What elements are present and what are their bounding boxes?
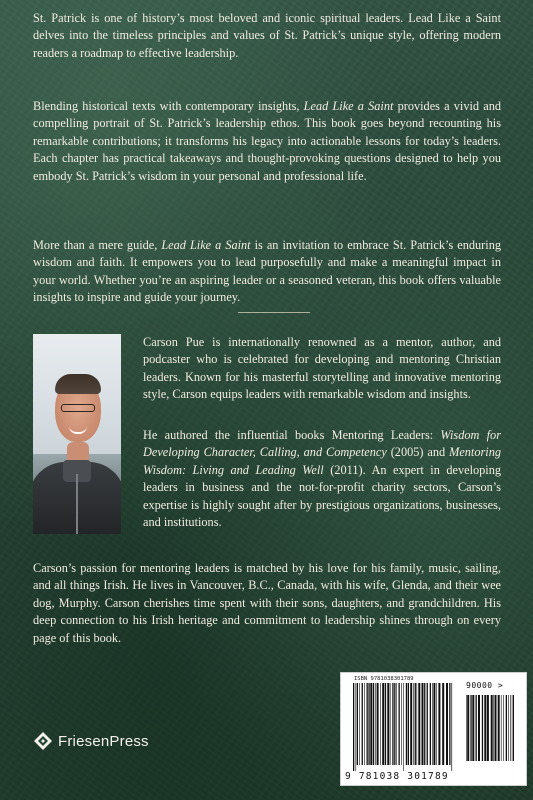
barcode-bar xyxy=(503,695,504,761)
barcode-bar xyxy=(364,683,365,765)
barcode-bar xyxy=(470,695,471,761)
barcode-bar xyxy=(408,683,409,765)
blurb-text: provides a vivid and compelling portrait of St. Patrick’s leadership ethos. This book goes beyond recounting his remarkable contributions; it transforms his legacy into actionable lessons for today’s leaders. Each chapter has practical takeaways and thought-provoking questions designed to help you embody St. Patrick’s wisdom in your personal and professional life. xyxy=(33,99,501,183)
barcode-bar xyxy=(401,683,402,765)
barcode-bar xyxy=(422,683,424,765)
barcode-bar xyxy=(508,695,509,761)
barcode-bar xyxy=(396,683,397,765)
book-title-italic: Lead Like a Saint xyxy=(303,99,394,113)
barcode-bar xyxy=(415,683,416,765)
barcode-bar xyxy=(430,683,431,765)
barcode-bar xyxy=(385,683,386,765)
barcode-bar xyxy=(512,695,513,761)
barcode-bar xyxy=(487,695,489,761)
barcode-bar xyxy=(418,683,420,765)
barcode-bar xyxy=(359,683,360,765)
barcode-bar xyxy=(367,683,368,765)
barcode-bar xyxy=(438,683,440,765)
barcode-bar xyxy=(394,683,395,765)
barcode-bar xyxy=(362,683,363,765)
price-code: 90000 > xyxy=(466,681,504,690)
barcode-bar xyxy=(417,683,418,765)
barcode-bar xyxy=(357,683,358,765)
barcode-bar xyxy=(501,695,502,761)
blurb-text: More than a mere guide, xyxy=(33,238,162,252)
barcode-bar xyxy=(467,695,469,761)
barcode-bar xyxy=(413,683,414,765)
barcode-bar xyxy=(436,683,437,765)
barcode-bar xyxy=(498,695,500,761)
barcode-bar xyxy=(466,695,467,761)
barcode-bar xyxy=(478,695,480,761)
addon-barcode-bars xyxy=(466,695,514,767)
bio-text: (2005) and xyxy=(386,445,450,460)
barcode-bar xyxy=(442,683,444,765)
barcode-bar xyxy=(484,695,486,761)
book-title-italic: Wisdom for Developing Character, Calling, and Competency xyxy=(143,428,501,460)
barcode-bar xyxy=(424,683,425,765)
barcode-bar xyxy=(491,695,493,761)
author-bio-paragraph-2-wrap xyxy=(33,427,501,531)
isbn-digits: 9 781038 301789 xyxy=(345,771,449,782)
section-divider xyxy=(238,312,310,313)
barcode-bar xyxy=(506,695,507,761)
barcode-bar xyxy=(392,683,393,765)
book-title-italic: Mentoring Wisdom: Living and Leading Well xyxy=(143,445,501,477)
barcode-bar xyxy=(432,683,433,765)
barcode-bar xyxy=(446,683,448,765)
ean-barcode-bars xyxy=(353,683,453,771)
barcode-bar xyxy=(513,695,514,761)
barcode-bar xyxy=(427,683,428,765)
barcode-bar xyxy=(403,683,404,771)
blurb-paragraph-2 xyxy=(33,98,501,185)
barcode-bar xyxy=(482,695,483,761)
barcode-bar xyxy=(476,695,477,761)
barcode-bar xyxy=(375,683,376,765)
barcode-bar xyxy=(368,683,369,765)
blurb-paragraph-1: St. Patrick is one of history’s most beloved and iconic spiritual leaders. Lead Like a Saint delves into the timeless principles and values of St. Patrick’s unique style, offering modern readers a roadmap to effective leadership. xyxy=(33,11,501,60)
barcode-bar xyxy=(493,695,494,761)
book-title-italic: Lead Like a Saint xyxy=(161,238,251,252)
barcode-bar xyxy=(410,683,412,765)
barcode-bar xyxy=(353,683,354,771)
bio-text: (2011). An expert in developing leaders in business and the not-for-profit charity sectors, Carson’s expertise is highly sought after by prestigious organizations, businesses, and institutions. xyxy=(143,462,502,530)
barcode-bar xyxy=(449,683,450,765)
publisher-logo xyxy=(33,731,149,751)
barcode-bar xyxy=(387,683,389,765)
barcode-bar xyxy=(451,683,452,771)
bio-text: He authored the influential books Mentoring Leaders: xyxy=(143,428,441,442)
barcode xyxy=(340,672,527,786)
barcode-bar xyxy=(390,683,391,765)
barcode-bar xyxy=(472,695,474,761)
barcode-bar xyxy=(510,695,511,761)
isbn-label: ISBN 9781038301789 xyxy=(354,676,414,682)
blurb-text: Blending historical texts with contemporary insights, xyxy=(33,99,304,113)
barcode-bar xyxy=(370,683,372,765)
barcode-bar xyxy=(495,695,497,761)
friesenpress-diamond-icon xyxy=(33,731,53,751)
barcode-bar xyxy=(433,683,435,765)
barcode-bar xyxy=(356,683,357,771)
author-bio-paragraph-1: Carson Pue is internationally renowned as a mentor, author, and podcaster who is celebrated for developing and mentoring Christian leaders. Known for his masterful storytelling and innovative mentoring style, Carson equips leaders with remarkable wisdom and insights. xyxy=(143,335,501,402)
barcode-bar xyxy=(373,683,374,765)
barcode-bar xyxy=(399,683,400,765)
author-bio-paragraph-3: Carson’s passion for mentoring leaders is matched by his love for his family, music, sailing, and all things Irish. He lives in Vancouver, B.C., Canada, with his wife, Glenda, and their wee dog, Murphy. Carson cherishes time spent with their sons, daughters, and grandchildren. His deep connection to his Irish heritage and commitment to leadership shines through on every page of this book. xyxy=(33,561,501,645)
barcode-bar xyxy=(380,683,381,765)
blurb-text: is an invitation to embrace St. Patrick’s enduring wisdom and faith. It empowers you to lead purposefully and make a meaningful impact in your world. Whether you’re an aspiring leader or a seasoned veteran, this book offers valuable insights to inspire and guide your journey. xyxy=(33,238,501,305)
barcode-bar xyxy=(382,683,384,765)
blurb-paragraph-3 xyxy=(33,237,501,307)
publisher-name: FriesenPress xyxy=(58,732,149,750)
barcode-bar xyxy=(377,683,379,765)
barcode-bar xyxy=(406,683,407,765)
